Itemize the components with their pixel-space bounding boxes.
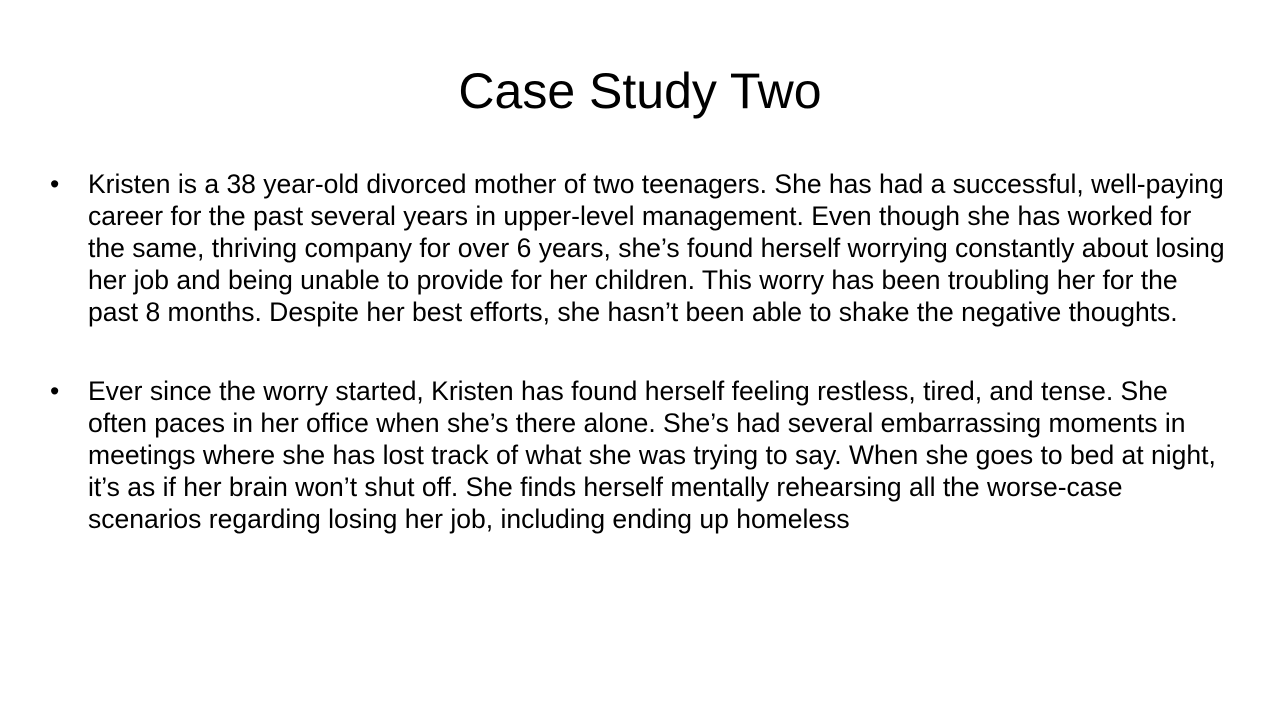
bullet-marker: • bbox=[50, 169, 60, 199]
bullet-item-1 bbox=[50, 168, 1230, 328]
bullet-text: Ever since the worry started, Kristen has found herself feeling restless, tired, and tense. She often paces in her office when she’s there alone. She’s had several embarrassing moments in meetings where she has lost track of what she was trying to say. When she goes to bed at night, it’s as if her brain won’t shut off. She finds herself mentally rehearsing all the worse-case scenarios regarding losing her job, including ending up homeless bbox=[88, 376, 1216, 534]
bullet-item-2 bbox=[50, 375, 1230, 535]
bullet-list bbox=[50, 168, 1230, 582]
bullet-text: Kristen is a 38 year-old divorced mother of two teenagers. She has had a successful, well-paying career for the past several years in upper-level management. Even though she has worked for the same, thriving company for over 6 years, she’s found herself worrying constantly about losing her job and being unable to provide for her children. This worry has been troubling her for the past 8 months. Despite her best efforts, she hasn’t been able to shake the negative thoughts. bbox=[88, 169, 1225, 327]
bullet-marker: • bbox=[50, 376, 60, 406]
slide-title: Case Study Two bbox=[458, 63, 822, 119]
